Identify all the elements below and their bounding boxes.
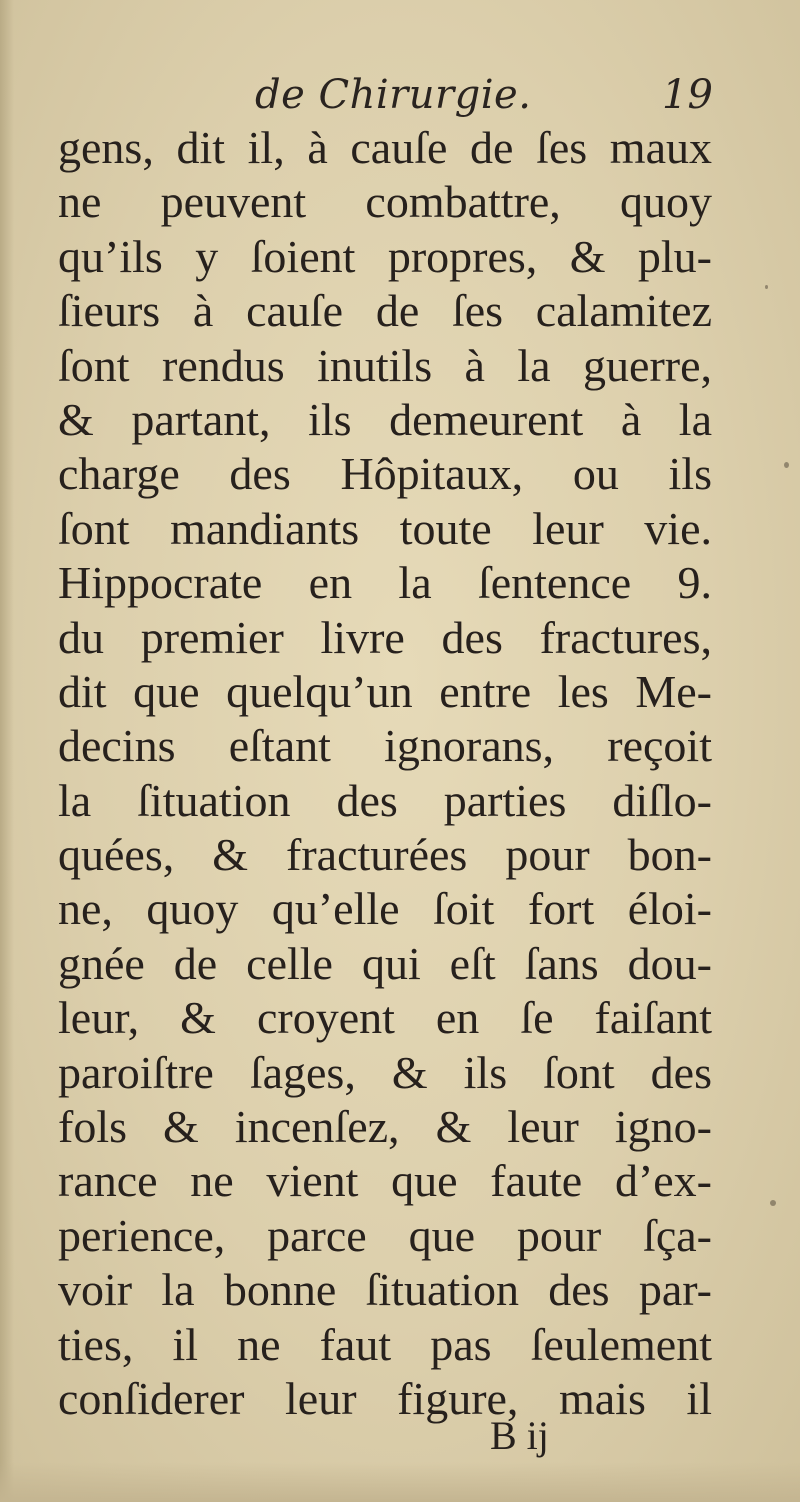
text-line: rance ne vient que faute d’ex- [58, 1155, 712, 1207]
paper-speck [765, 285, 768, 289]
text-line: qu’ils y ſoient propres, & plu- [58, 230, 712, 282]
text-line: ſieurs à cauſe de ſes calamitez [58, 285, 712, 337]
text-line: ſont mandiants toute leur vie. [58, 502, 712, 554]
text-line: gens, dit il, à cauſe de ſes maux [58, 122, 712, 173]
text-line: decins eſtant ignorans, reçoit [58, 720, 712, 772]
text-line: du premier livre des fractures, [58, 611, 712, 663]
text-line: gnée de celle qui eſt ſans dou- [58, 937, 712, 989]
page-number: 19 [662, 72, 713, 118]
page-bottom-shadow [0, 1462, 800, 1502]
text-line: fols & incenſez, & leur igno- [58, 1101, 712, 1153]
text-line: quées, & fracturées pour bon- [58, 829, 712, 881]
paper-speck [770, 1200, 776, 1206]
text-line: leur, & croyent en ſe faiſant [58, 992, 712, 1044]
page-edge-shadow [0, 0, 14, 1502]
running-head: de Chirurgie. [255, 72, 532, 118]
paper-speck [784, 462, 789, 468]
text-line: & partant, ils demeurent à la [58, 393, 712, 445]
text-line: paroiſtre ſages, & ils ſont des [58, 1046, 712, 1098]
text-line: perience, parce que pour ſça- [58, 1209, 712, 1261]
text-line: voir la bonne ſituation des par- [58, 1264, 712, 1316]
signature-mark: B ij [490, 1413, 549, 1458]
body-text [58, 121, 712, 1426]
text-line: ne peuvent combattre, quoy [58, 176, 712, 228]
text-line: dit que quelqu’un entre les Me- [58, 665, 712, 717]
text-line: charge des Hôpitaux, ou ils [58, 448, 712, 500]
text-line: ſont rendus inutils à la guerre, [58, 339, 712, 391]
text-line: ties, il ne faut pas ſeulement [58, 1318, 712, 1370]
text-line: conſiderer leur figure, mais il [58, 1372, 712, 1424]
text-line: Hippocrate en la ſentence 9. [58, 557, 712, 609]
text-line: la ſituation des parties diſlo- [58, 774, 712, 826]
text-line: ne, quoy qu’elle ſoit fort éloi- [58, 883, 712, 935]
